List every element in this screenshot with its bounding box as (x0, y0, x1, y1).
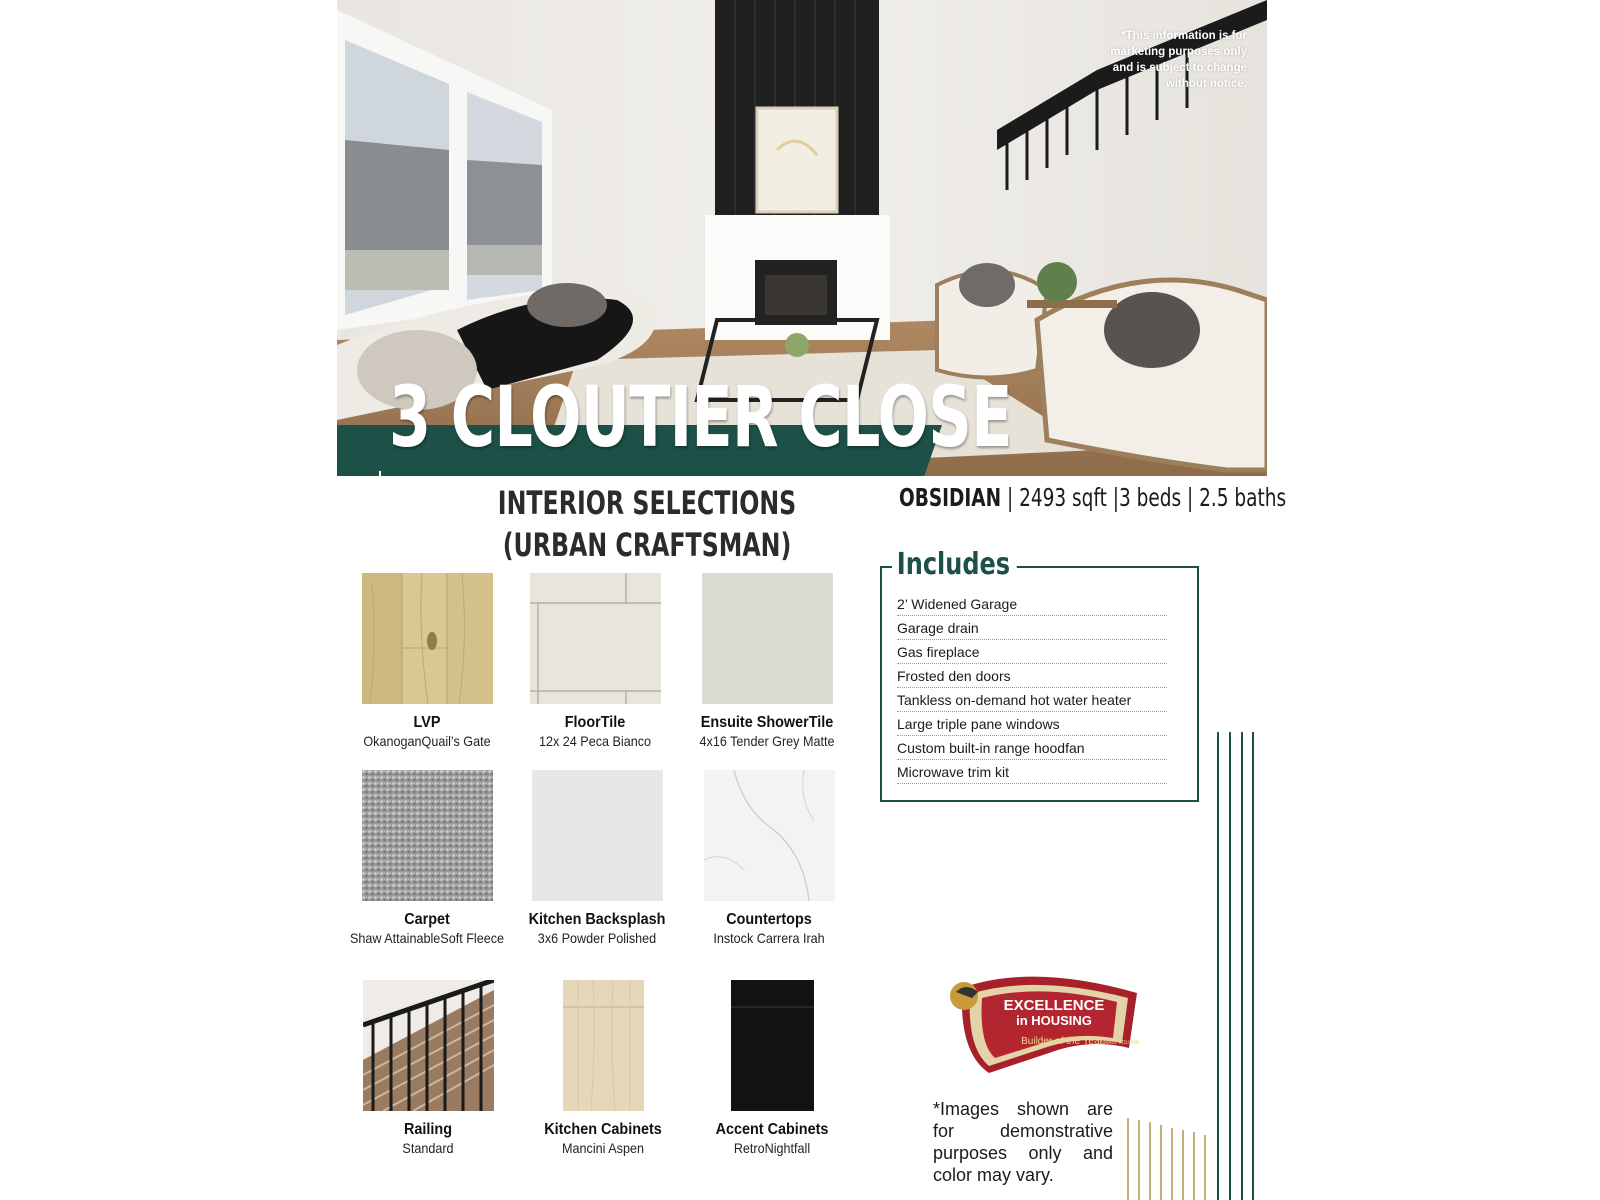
selection-item (337, 573, 517, 749)
award-line3: Builder of the Year (1021, 1036, 1103, 1047)
selection-item (338, 980, 518, 1156)
selection-title: Kitchen Cabinets (544, 1121, 662, 1138)
decorative-line (1160, 1125, 1162, 1200)
selection-item (679, 770, 859, 946)
images-disclaimer: *Images shown are for demonstrative purposes only and color may vary. (933, 1099, 1113, 1185)
selection-subtitle: RetroNightfall (733, 1140, 811, 1156)
selection-subtitle: Instock Carrera Irah (713, 930, 825, 946)
wood-light-oak-swatch (362, 573, 493, 704)
model-name: OBSIDIAN (899, 483, 1002, 512)
selection-title: Ensuite ShowerTile (700, 714, 834, 731)
decorative-line (1204, 1135, 1206, 1200)
selection-title: LVP (413, 714, 441, 731)
cabinet-light-wood-swatch (538, 980, 669, 1111)
hero-photo (337, 0, 1267, 476)
selection-item (682, 980, 862, 1156)
decorative-line (1241, 732, 1243, 1200)
railing-photo-swatch (363, 980, 494, 1111)
selection-subtitle: Mancini Aspen (562, 1140, 644, 1156)
selection-title: Railing (403, 1121, 453, 1138)
award-line1: EXCELLENCE (1003, 997, 1105, 1014)
includes-item: Frosted den doors (897, 664, 1167, 688)
includes-title: Includes (892, 545, 1017, 585)
selections-heading-line1: INTERIOR SELECTIONS (497, 484, 797, 522)
title-band-accent (379, 471, 381, 476)
selection-item (513, 980, 693, 1156)
decorative-line (1217, 732, 1219, 1200)
includes-item: Tankless on-demand hot water heater (897, 688, 1167, 712)
selection-title: Carpet (404, 911, 450, 928)
includes-item: Garage drain (897, 616, 1167, 640)
includes-item: Gas fireplace (897, 640, 1167, 664)
award-line4: SMALL VOLUME (1100, 1040, 1140, 1046)
selection-item (507, 770, 687, 946)
selection-item (505, 573, 685, 749)
selection-title: Countertops (726, 911, 812, 928)
award-line2: in HOUSING (1016, 1013, 1092, 1028)
model-summary (899, 482, 1286, 514)
includes-item: Microwave trim kit (897, 760, 1167, 784)
excellence-in-housing-award-logo (942, 968, 1142, 1074)
includes-item: Custom built-in range hoodfan (897, 736, 1167, 760)
includes-item: 2’ Widened Garage (897, 592, 1167, 616)
decorative-line (1138, 1120, 1140, 1200)
selections-heading-line2: (URBAN CRAFTSMAN) (502, 526, 792, 564)
decorative-line (1149, 1122, 1151, 1200)
flyer-page (337, 0, 1287, 1200)
tile-grey-matte-swatch (702, 573, 833, 704)
selection-title: Accent Cabinets (715, 1121, 829, 1138)
selection-subtitle: Shaw AttainableSoft Fleece (349, 930, 505, 946)
selection-subtitle: 3x6 Powder Polished (537, 930, 657, 946)
selection-subtitle: 4x16 Tender Grey Matte (699, 733, 835, 749)
decorative-line (1252, 732, 1254, 1200)
marble-white-swatch (704, 770, 835, 901)
property-address: 3 CLOUTIER CLOSE (389, 368, 1012, 466)
selections-heading (492, 482, 803, 566)
selection-subtitle: Standard (402, 1140, 454, 1156)
selection-subtitle: 12x 24 Peca Bianco (538, 733, 652, 749)
selection-subtitle: OkanoganQuail’s Gate (363, 733, 491, 749)
decorative-line (1171, 1128, 1173, 1200)
selection-title: Kitchen Backsplash (528, 911, 666, 928)
decorative-line (1229, 732, 1231, 1200)
model-details: | 2493 sqft |3 beds | 2.5 baths (1001, 483, 1287, 512)
marketing-disclaimer: *This information is for marketing purposes only and is subject to change without notice. (1110, 30, 1247, 90)
selection-item (337, 770, 517, 946)
decorative-line (1182, 1130, 1184, 1200)
includes-item: Large triple pane windows (897, 712, 1167, 736)
selection-title: FloorTile (564, 714, 626, 731)
includes-list (897, 592, 1167, 784)
selection-item (677, 573, 857, 749)
carpet-grey-swatch (362, 770, 493, 901)
decorative-line (1193, 1132, 1195, 1200)
tile-cream-swatch (530, 573, 661, 704)
tile-white-swatch (532, 770, 663, 901)
cabinet-black-swatch (707, 980, 838, 1111)
decorative-line (1127, 1118, 1129, 1200)
